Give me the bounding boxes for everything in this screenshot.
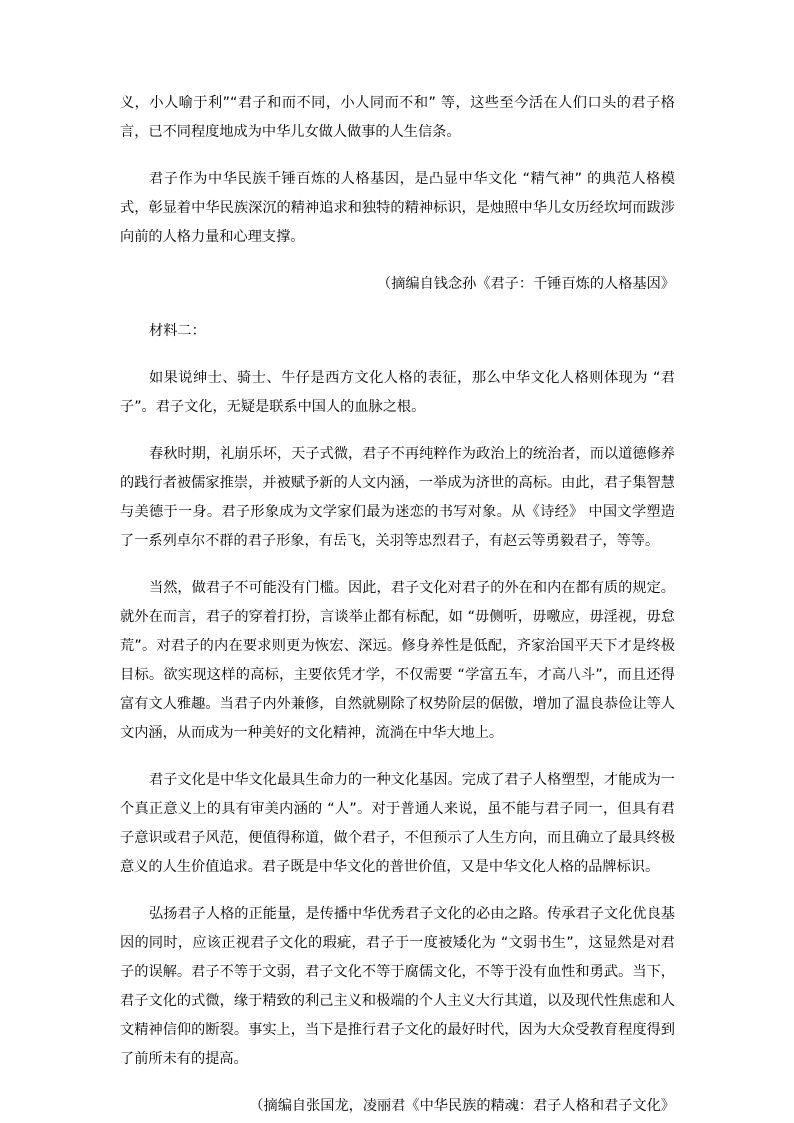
paragraph-2: 君子作为中华民族千锤百炼的人格基因，是凸显中华文化 “精气神” 的典范人格模式，彰显着中华民族深沉的精神追求和独特的精神标识，是烛照中华儿女历经坎坷而跋涉向前的人格力量和心理支撑。 [120,171,675,245]
material-2-paragraph-1: 如果说绅士、骑士、牛仔是西方文化人格的表征，那么中华文化人格则体现为 “君子”。君子文化，无疑是联系中国人的血脉之根。 [120,370,675,415]
spacer [120,422,675,440]
document-page [120,89,675,1121]
material-2-heading: 材料二： [149,323,206,339]
spacer [120,556,675,574]
spacer [120,147,675,165]
spacer [120,252,675,270]
material-2-paragraph-4: 君子文化是中华文化最具生命力的一种文化基因。完成了君子人格塑型，才能成为一个真正意义上的具有审美内涵的 “人”。对于普通人来说，虽不能与君子同一，但具有君子意识或君子风范，便值得称道，做个君子，不但预示了人生方向，而且确立了最具终极意义的人生价值追求。君子既是中华文化的普世价值，又是中华文化人格的品牌标识。 [120,772,675,875]
spacer [120,299,675,317]
material-2-paragraph-3: 当然，做君子不可能没有门槛。因此，君子文化对君子的外在和内在都有质的规定。就外在而言，君子的穿着打扮，言谈举止都有标配，如 “毋侧听，毋噭应，毋淫视，毋怠荒”。对君子的内在要求则更为恢宏、深远。修身养性是低配，齐家治国平天下才是终极目标。欲实现这样的高标，主要依凭才学，不仅需要 “学富五车，才高八斗”，而且还得富有文人雅趣。当君子内外兼修，自然就剔除了权势阶层的倨傲，增加了温良恭俭让等人文内涵，从而成为一种美好的文化精神，流淌在中华大地上。 [120,580,675,741]
material-2-paragraph-5: 弘扬君子人格的正能量，是传播中华优秀君子文化的必由之路。传承君子文化优良基因的同时，应该正视君子文化的瑕疵，君子于一度被矮化为 “文弱书生”，这显然是对君子的误解。君子不等于文弱，君子文化不等于腐儒文化，不等于没有血性和勇武。当下，君子文化的式微，缘于精致的利己主义和极端的个人主义大行其道，以及现代性焦虑和人文精神信仰的断裂。事实上，当下是推行君子文化的最好时代，因为大众受教育程度得到了前所未有的提高。 [120,906,675,1067]
spacer [120,882,675,900]
material-2-paragraph-2: 春秋时期，礼崩乐坏，天子式微，君子不再纯粹作为政治上的统治者，而以道德修养的践行者被儒家推崇，并被赋予新的人文内涵，一举成为济世的高标。由此，君子集智慧与美德于一身。君子形象成为文学家们最为迷恋的书写对象。从《诗经》 中国文学塑造了一系列卓尔不群的君子形象，有岳飞，关羽等忠烈君子，有赵云等勇毅君子，等等。 [120,446,675,549]
source-citation-1: （摘编自钱念孙《君子：千锤百炼的人格基因》 [377,276,675,292]
source-citation-2: （摘编自张国龙，凌丽君《中华民族的精魂：君子人格和君子文化》 [249,1098,675,1114]
spacer [120,748,675,766]
spacer [120,1074,675,1092]
spacer [120,346,675,364]
paragraph-1: 义，小人喻于利”“君子和而不同，小人同而不和” 等，这些至今活在人们口头的君子格言，已不同程度地成为中华儿女做人做事的人生信条。 [120,95,675,140]
